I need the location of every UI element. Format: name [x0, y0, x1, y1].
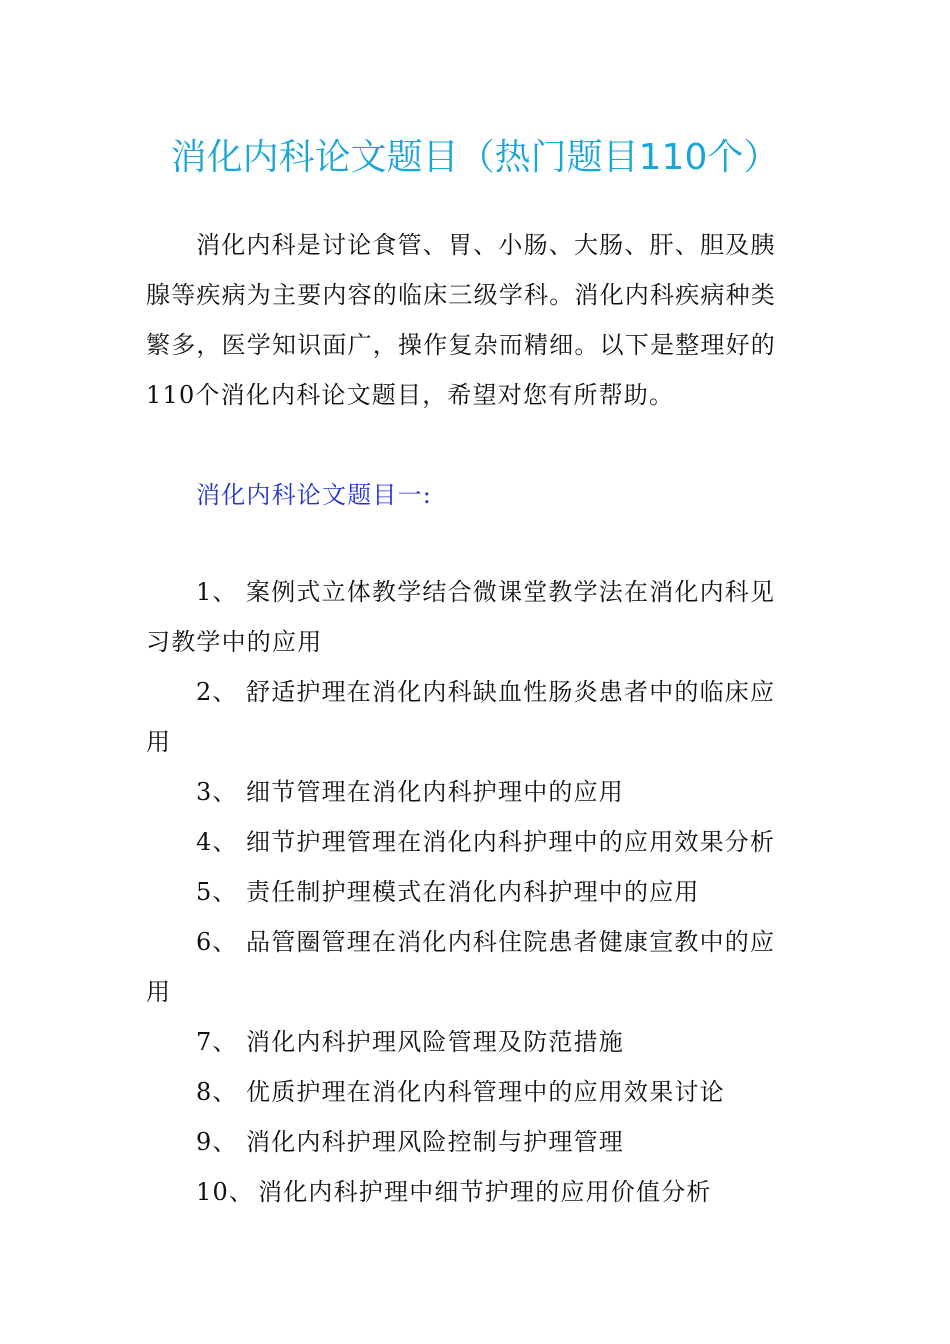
- intro-paragraph: 消化内科是讨论食管、胃、小肠、大肠、肝、胆及胰腺等疾病为主要内容的临床三级学科。消化内科疾病种类繁多，医学知识面广，操作复杂而精细。以下是整理好的110个消化内科论文题目，希望对您有所帮助。: [146, 231, 776, 409]
- topic-number: 4、: [196, 828, 238, 856]
- topic-number: 3、: [196, 778, 238, 806]
- topic-number: 9、: [196, 1128, 238, 1156]
- list-item: [146, 667, 786, 767]
- list-item: [146, 817, 786, 867]
- topic-text: 舒适护理在消化内科缺血性肠炎患者中的临床应用: [146, 678, 776, 756]
- list-item: [146, 1167, 786, 1217]
- topic-text: 责任制护理模式在消化内科护理中的应用: [246, 878, 700, 906]
- topic-text: 细节护理管理在消化内科护理中的应用效果分析: [246, 828, 776, 856]
- topic-number: 2、: [196, 678, 238, 706]
- topic-text: 消化内科护理中细节护理的应用价值分析: [258, 1178, 712, 1206]
- topic-number: 6、: [196, 928, 238, 956]
- topic-text: 品管圈管理在消化内科住院患者健康宣教中的应用: [146, 928, 776, 1006]
- list-item: [146, 917, 786, 1017]
- list-item: [146, 767, 786, 817]
- document-title: 消化内科论文题目（热门题目110个）: [170, 137, 780, 178]
- list-item: [146, 567, 786, 667]
- topic-text: 消化内科护理风险管理及防范措施: [246, 1028, 624, 1056]
- section-heading: 消化内科论文题目一:: [196, 481, 433, 509]
- list-item: [146, 1117, 786, 1167]
- list-item: [146, 1067, 786, 1117]
- topic-number: 1、: [196, 578, 238, 606]
- topic-number: 8、: [196, 1078, 238, 1106]
- topic-text: 优质护理在消化内科管理中的应用效果讨论: [246, 1078, 725, 1106]
- topic-number: 10、: [196, 1178, 255, 1206]
- topic-text: 案例式立体教学结合微课堂教学法在消化内科见习教学中的应用: [146, 578, 776, 656]
- topic-number: 5、: [196, 878, 238, 906]
- topic-number: 7、: [196, 1028, 238, 1056]
- list-item: [146, 867, 786, 917]
- topic-text: 细节管理在消化内科护理中的应用: [246, 778, 624, 806]
- topic-list: [146, 567, 786, 1217]
- topic-text: 消化内科护理风险控制与护理管理: [246, 1128, 624, 1156]
- list-item: [146, 1017, 786, 1067]
